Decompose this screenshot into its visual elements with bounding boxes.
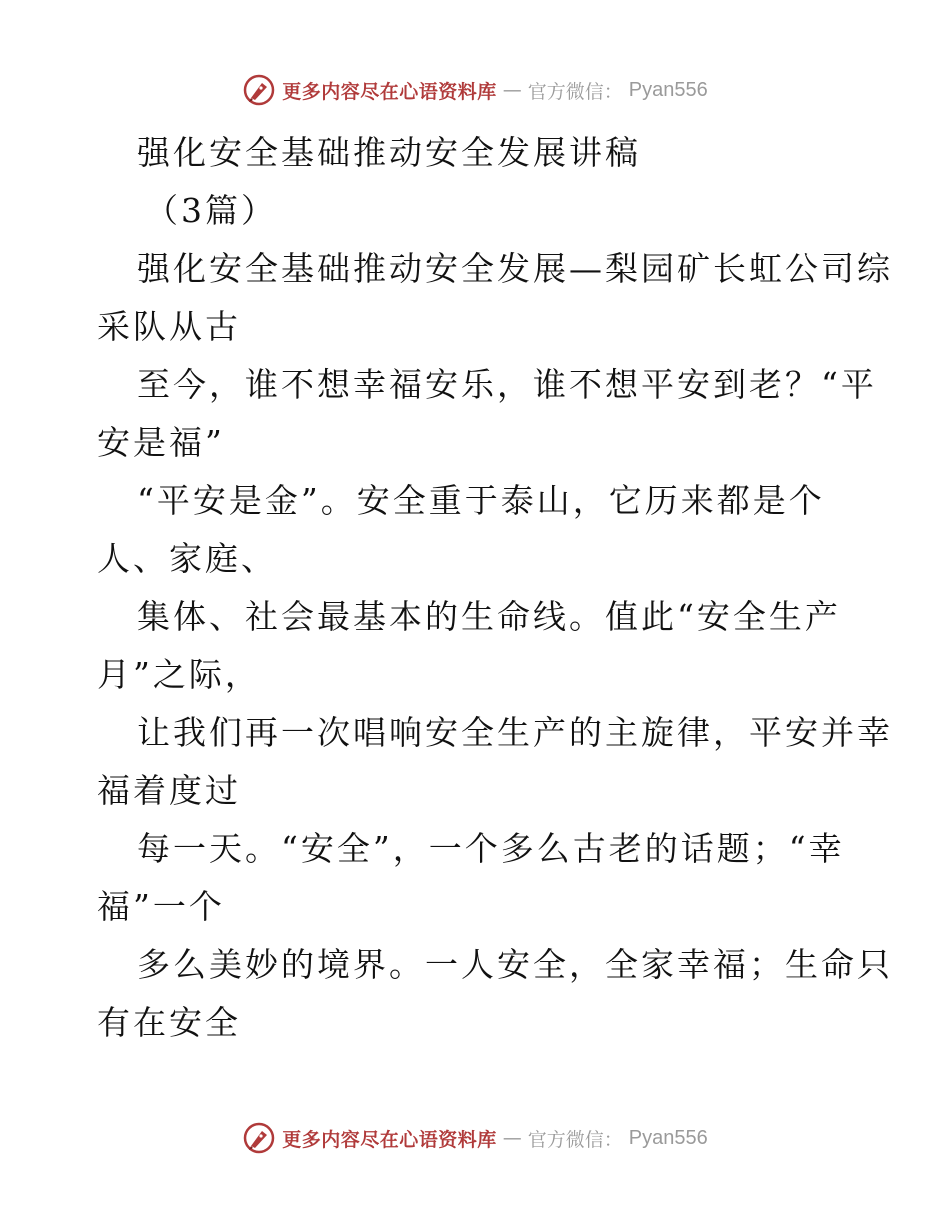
paragraph-line: 每一天。“安全”，一个多么古老的话题；“幸 xyxy=(137,829,845,868)
paragraph-line: 安是福” xyxy=(97,423,225,462)
paragraph-line: 多么美妙的境界。一人安全，全家幸福；生命只 xyxy=(137,945,893,984)
paragraph-line: “平安是金”。安全重于泰山，它历来都是个 xyxy=(137,481,825,520)
pen-nib-icon xyxy=(242,73,276,107)
header-banner xyxy=(0,70,950,110)
footer-banner xyxy=(0,1118,950,1158)
header-brand-text: 更多内容尽在心语资料库 xyxy=(282,80,497,103)
paragraph-line: 福着度过 xyxy=(97,771,241,810)
paragraph-line: 集体、社会最基本的生命线。值此“安全生产 xyxy=(137,597,841,636)
paragraph-line: 让我们再一次唱响安全生产的主旋律，平安并幸 xyxy=(137,713,893,752)
footer-brand-text: 更多内容尽在心语资料库 xyxy=(282,1128,497,1151)
paragraph-line: 强化安全基础推动安全发展—梨园矿长虹公司综 xyxy=(137,249,893,288)
paragraph-line: 有在安全 xyxy=(97,1003,241,1042)
document-title: 强化安全基础推动安全发展讲稿 xyxy=(137,133,641,172)
paragraph-line: 月”之际， xyxy=(97,655,261,694)
footer-wechat-label: 官方微信： xyxy=(527,1128,623,1151)
paragraph-line: 人、家庭、 xyxy=(97,539,277,578)
document-subtitle: （3篇） xyxy=(145,191,277,230)
pen-nib-icon xyxy=(242,1121,276,1155)
header-wechat-id: Pyan556 xyxy=(628,78,708,101)
footer-separator: — xyxy=(502,1127,522,1149)
paragraph-line: 至今，谁不想幸福安乐，谁不想平安到老？“平 xyxy=(137,365,877,404)
paragraph-line: 采队从古 xyxy=(97,307,241,346)
document-body xyxy=(97,124,893,1052)
header-wechat-label: 官方微信： xyxy=(527,80,623,103)
header-separator: — xyxy=(502,79,522,101)
paragraph-line: 福”一个 xyxy=(97,887,225,926)
footer-wechat-id: Pyan556 xyxy=(628,1126,708,1149)
